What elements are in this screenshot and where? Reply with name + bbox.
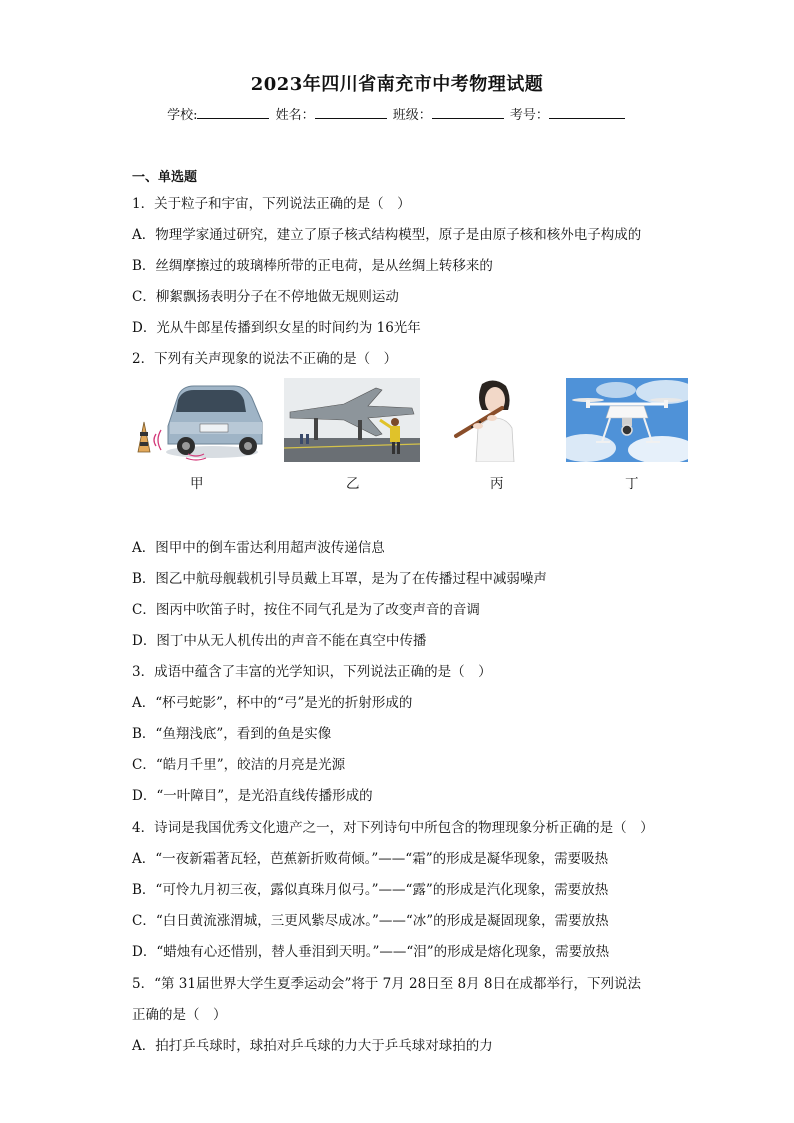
q4-option-c: C．“白日黄流涨渭城，三更风紫尽成冰。”——“冰”的形成是凝固现象，需要放热 [132,913,609,929]
drone-image [566,378,688,462]
q1-option-d: D．光从牛郎星传播到织女星的时间约为 16光年 [132,320,421,336]
name-blank[interactable] [315,106,387,119]
q4-option-b: B．“可怜九月初三夜，露似真珠月似弓。”——“露”的形成是汽化现象，需要放热 [132,882,609,898]
school-blank[interactable] [197,106,269,119]
q3-option-b: B．“鱼翔浅底”，看到的鱼是实像 [132,726,332,742]
q1-option-a: A．物理学家通过研究，建立了原子核式结构模型，原子是由原子核和核外电子构成的 [132,227,642,243]
q3-stem: 3．成语中蕴含了丰富的光学知识，下列说法正确的是（ ） [132,664,492,680]
q1-stem: 1．关于粒子和宇宙，下列说法正确的是（ ） [132,196,411,212]
q2-option-c: C．图丙中吹笛子时，按住不同气孔是为了改变声音的音调 [132,602,480,618]
q2-figures [130,378,690,468]
q5-stem-line2: 正确的是（ ） [132,1007,227,1023]
q2-option-a: A．图甲中的倒车雷达利用超声波传递信息 [132,540,385,556]
car-radar-image [130,378,266,462]
figure-caption-yi: 乙 [346,476,360,492]
student-info-row [0,104,794,123]
class-blank[interactable] [432,106,504,119]
exam-title: 2023年四川省南充市中考物理试题 [250,74,544,95]
q2-stem: 2．下列有关声现象的说法不正确的是（ ） [132,351,398,367]
q3-option-d: D．“一叶障目”，是光沿直线传播形成的 [132,788,373,804]
q2-option-d: D．图丁中从无人机传出的声音不能在真空中传播 [132,633,427,649]
q5-option-a: A．拍打乒乓球时，球拍对乒乓球的力大于乒乓球对球拍的力 [132,1038,493,1054]
q1-option-c: C．柳絮飘扬表明分子在不停地做无规则运动 [132,289,399,305]
carrier-jet-image [284,378,420,462]
q4-option-d: D．“蜡烛有心还惜别，替人垂泪到天明。”——“泪”的形成是熔化现象，需要放热 [132,944,610,960]
q4-stem: 4．诗词是我国优秀文化遗产之一，对下列诗句中所包含的物理现象分析正确的是（ ） [132,820,654,836]
q1-option-b: B．丝绸摩擦过的玻璃棒所带的正电荷，是从丝绸上转移来的 [132,258,493,274]
q2-option-b: B．图乙中航母舰载机引导员戴上耳罩，是为了在传播过程中减弱噪声 [132,571,547,587]
name-label: 姓名： [275,108,315,123]
figure-caption-bing: 丙 [490,476,504,492]
q3-option-c: C．“皓月千里”，皎洁的月亮是光源 [132,757,346,773]
q5-stem-line1: 5．“第 31届世界大学生夏季运动会”将于 7月 28日至 8月 8日在成都举行，下列说法 [132,976,641,992]
q4-option-a: A．“一夜新霜著瓦轻，芭蕉新折败荷倾。”——“霜”的形成是凝华现象，需要吸热 [132,851,609,867]
school-label: 学校: [167,108,198,123]
figure-caption-jia: 甲 [190,476,204,492]
exam-no-label: 考号： [509,108,549,123]
figure-caption-ding: 丁 [625,476,639,492]
flute-player-image [442,378,542,462]
class-label: 班级： [392,108,432,123]
q3-option-a: A．“杯弓蛇影”，杯中的“弓”是光的折射形成的 [132,695,413,711]
exam-no-blank[interactable] [549,106,625,119]
section-heading: 一、单选题 [132,170,198,185]
